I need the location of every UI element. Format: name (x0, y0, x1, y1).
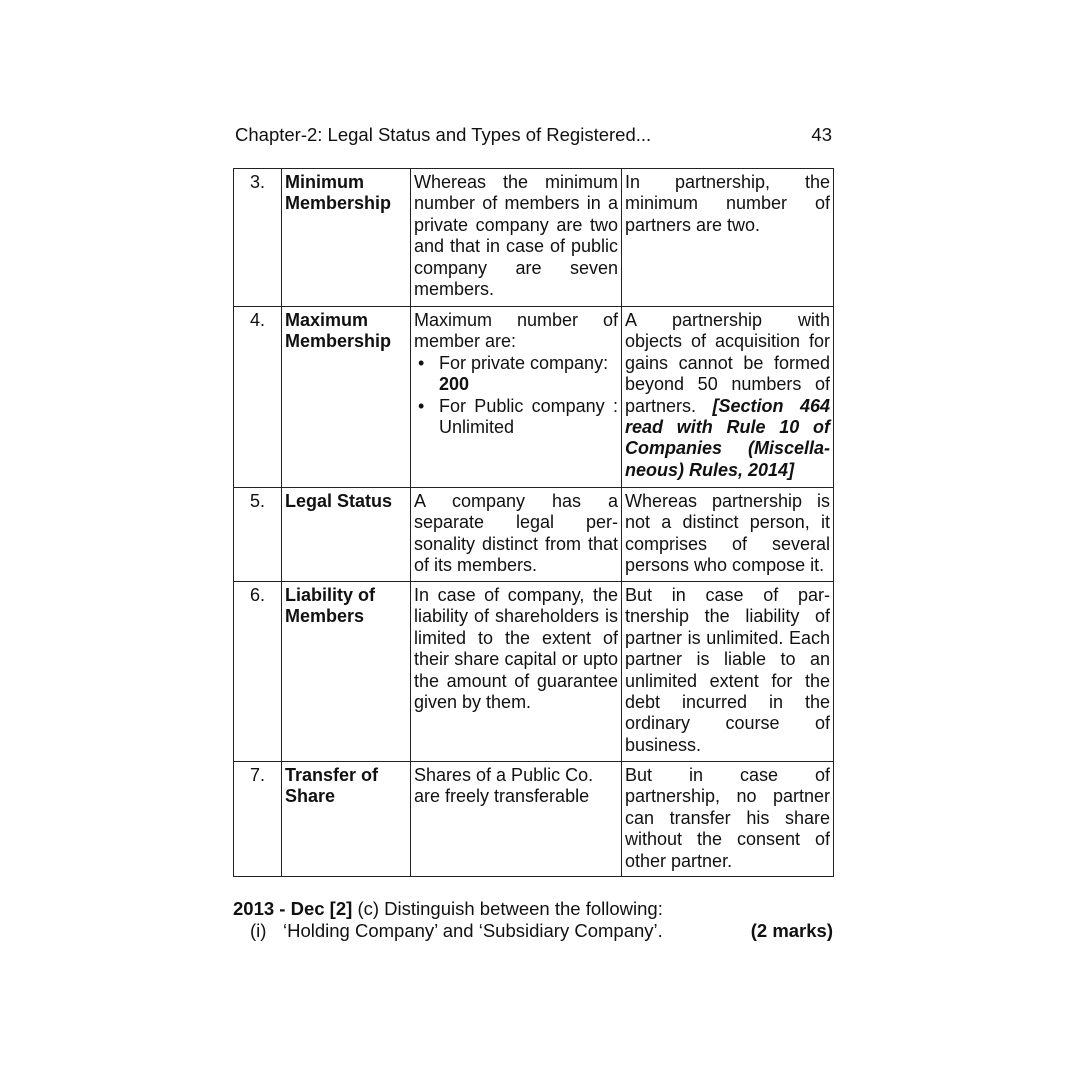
partnership-cell: But in case of partnership, no partner can transfer his share without the consent of other partner. (622, 762, 834, 877)
bullet-value: 200 (439, 374, 470, 395)
row-heading-line: Membership (285, 331, 392, 352)
comparison-table (233, 168, 834, 877)
bullet-item (414, 396, 618, 439)
chapter-title: Chapter-2: Legal Status and Types of Registered... (235, 124, 652, 145)
row-number: 4. (234, 307, 282, 488)
partnership-cell: Whereas partnership is not a distinct person, it comprises of several persons who compose it. (622, 488, 834, 582)
row-number: 5. (234, 488, 282, 582)
question-source: 2013 - Dec [2] (233, 898, 353, 919)
row-heading (282, 169, 411, 307)
table-row (234, 169, 834, 307)
row-heading-line: Share (285, 786, 336, 807)
question-item-label: (i) (250, 920, 267, 941)
question-item (233, 920, 833, 942)
row-heading (282, 582, 411, 762)
bullet-text: For private company: (439, 352, 609, 373)
row-number: 7. (234, 762, 282, 877)
row-heading-line: Liability of (285, 585, 375, 605)
company-cell: In case of company, the liability of shareholders is limited to the extent of their share capital or upto the amount of guarantee given by them. (411, 582, 622, 762)
section-reference: [Section 464 read with Rule 10 of Companies (Miscella-neous) Rules, 2014] (625, 395, 830, 480)
table-row (234, 488, 834, 582)
question-marks: (2 marks) (750, 920, 833, 941)
row-heading-line: Legal Status (285, 491, 393, 511)
bullet-text: For Public company : Unlimited (439, 395, 618, 438)
row-heading-line: Minimum (285, 172, 364, 192)
company-intro: Maximum number of member are: (414, 310, 618, 352)
bullet-item (414, 353, 618, 396)
question-text: (c) Distinguish between the following: (357, 898, 663, 919)
partnership-cell (622, 307, 834, 488)
question-heading (233, 898, 833, 920)
exam-question (233, 898, 833, 942)
company-cell (411, 307, 622, 488)
running-head (235, 124, 832, 146)
row-number: 6. (234, 582, 282, 762)
page-number: 43 (811, 124, 832, 145)
partnership-text: A partnership with objects of acquisition for gains cannot be formed beyond 50 numbers of partners. (625, 310, 830, 416)
company-cell: A company has a separate legal per-sonality distinct from that of its members. (411, 488, 622, 582)
question-item-text: ‘Holding Company’ and ‘Subsidiary Company’. (283, 920, 663, 941)
row-number: 3. (234, 169, 282, 307)
row-heading (282, 488, 411, 582)
row-heading-line: Transfer of (285, 765, 379, 785)
row-heading (282, 307, 411, 488)
table-row (234, 762, 834, 877)
company-cell: Whereas the minimum number of members in a private company are two and that in case of public company are seven members. (411, 169, 622, 307)
company-cell: Shares of a Public Co. are freely transferable (411, 762, 622, 877)
table-row (234, 582, 834, 762)
company-bullet-list (414, 353, 618, 439)
partnership-cell: In partnership, the minimum number of partners are two. (622, 169, 834, 307)
row-heading (282, 762, 411, 877)
row-heading-line: Members (285, 606, 365, 627)
partnership-cell: But in case of par-tnership the liability of partner is unlimited. Each partner is liable to an unlimited extent for the debt incurred in the ordinary course of business. (622, 582, 834, 762)
table-row (234, 307, 834, 488)
row-heading-line: Maximum (285, 310, 369, 330)
row-heading-line: Membership (285, 193, 392, 214)
